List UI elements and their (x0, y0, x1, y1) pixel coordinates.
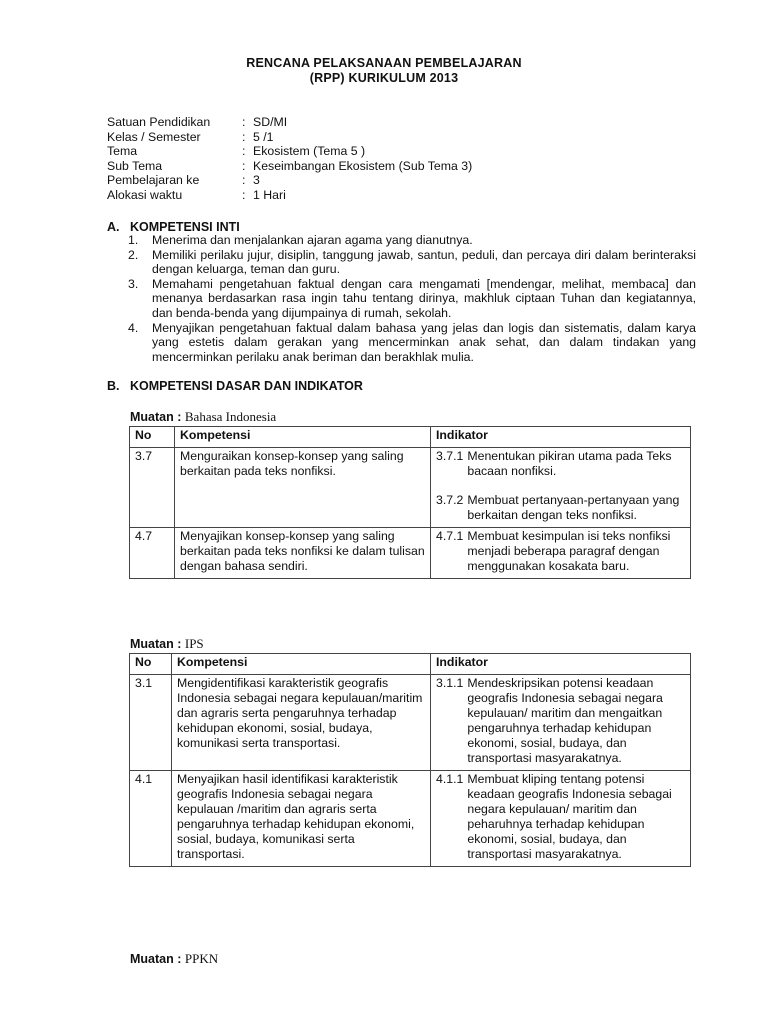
table-header-row (130, 427, 691, 448)
info-value: SD/MI (253, 115, 288, 129)
indicator-text: Membuat kliping tentang potensi keadaan geografis Indonesia sebagai negara kepulauan/ maritim dan peharuhnya terhadap kehidupan ekonomi, sosial, budaya, dan transportasi masyarakatnya. (467, 772, 672, 861)
info-row-pembelajaran (107, 173, 472, 188)
list-text: Memahami pengetahuan faktual dengan cara mengamati [mendengar, melihat, membaca] dan menanya berdasarkan rasa ingin tahu tentang dirinya, makhluk ciptaan Tuhan dan kegiatannya, dan benda-benda yang dijumpainya di rumah, sekolah. (152, 276, 696, 320)
kompetensi-inti-list (128, 233, 696, 364)
cell-kompetensi: Menyajikan konsep-konsep yang saling berkaitan pada teks nonfiksi ke dalam tulisan dengan bahasa sendiri. (175, 528, 431, 579)
kd-table-ips (129, 653, 691, 867)
list-item (128, 233, 696, 248)
indicator-text: Mendeskripsikan potensi keadaan geografis Indonesia sebagai negara kepulauan/ maritim dan mengaitkan pengaruhnya terhadap kehidupan ekonomi, sosial, budaya, dan transportasi masyarakatnya. (467, 676, 663, 765)
section-title: KOMPETENSI INTI (130, 220, 240, 234)
info-colon: : (242, 115, 246, 129)
cell-indikator (431, 528, 691, 579)
indicator-text: Membuat pertanyaan-pertanyaan yang berkaitan dengan teks nonfiksi. (467, 493, 680, 522)
list-text: Memiliki perilaku jujur, disiplin, tanggung jawab, santun, peduli, dan percaya diri dalam berinteraksi dengan keluarga, teman dan guru. (152, 247, 696, 277)
column-header-indikator: Indikator (431, 427, 691, 448)
info-label: Tema (107, 144, 138, 159)
info-label: Alokasi waktu (107, 187, 183, 202)
cell-no: 4.7 (130, 528, 175, 579)
muatan-bahasa-indonesia-label (130, 409, 276, 425)
info-colon: : (242, 129, 246, 144)
muatan-ips-label (130, 636, 204, 652)
indicator-text: Membuat kesimpulan isi teks nonfiksi menjadi beberapa paragraf dengan menggunakan kosakata baru. (467, 529, 671, 573)
table-row (130, 448, 691, 528)
info-colon: : (242, 187, 246, 202)
table-row (130, 675, 691, 771)
section-title: KOMPETENSI DASAR DAN INDIKATOR (130, 379, 363, 393)
info-label: Sub Tema (107, 158, 163, 173)
muatan-name: PPKN (184, 951, 219, 966)
list-item (128, 248, 696, 277)
indicator-text: Menentukan pikiran utama pada Teks bacaan nonfiksi. (467, 449, 672, 478)
muatan-prefix: Muatan : (130, 952, 182, 966)
cell-indikator (431, 675, 691, 771)
cell-kompetensi: Menyajikan hasil identifikasi karakteristik geografis Indonesia sebagai negara kepulauan /maritim dan agraris serta pengaruhnya terhadap kehidupan ekonomi, sosial, budaya, komunikasi serta transportasi. (172, 771, 431, 867)
info-label: Kelas / Semester (107, 129, 201, 144)
cell-kompetensi: Menguraikan konsep-konsep yang saling berkaitan pada teks nonfiksi. (175, 448, 431, 528)
section-b-heading (107, 379, 363, 394)
column-header-no: No (130, 654, 172, 675)
indicator-item (436, 529, 685, 574)
table-row (130, 771, 691, 867)
info-colon: : (242, 158, 246, 173)
section-letter: A. (107, 220, 120, 234)
info-colon: : (242, 173, 246, 188)
cell-no: 3.1 (130, 675, 172, 771)
list-number: 1. (128, 233, 139, 247)
column-header-kompetensi: Kompetensi (175, 427, 431, 448)
list-text: Menerima dan menjalankan ajaran agama yang dianutnya. (152, 233, 473, 247)
list-number: 2. (128, 247, 139, 262)
muatan-ppkn-label (130, 951, 218, 967)
info-label: Satuan Pendidikan (107, 115, 211, 129)
column-header-no: No (130, 427, 175, 448)
info-row-alokasi (107, 188, 472, 203)
document-subtitle: (RPP) KURIKULUM 2013 (309, 71, 459, 85)
info-value: Ekosistem (Tema 5 ) (253, 144, 366, 159)
list-number: 3. (128, 276, 139, 291)
indicator-code: 3.1.1 (436, 676, 464, 690)
document-title: RENCANA PELAKSANAAN PEMBELAJARAN (246, 56, 522, 70)
section-letter: B. (107, 379, 120, 393)
info-value: 5 /1 (253, 129, 274, 144)
cell-indikator (431, 448, 691, 528)
indicator-item (436, 449, 685, 479)
table-row (130, 528, 691, 579)
cell-kompetensi: Mengidentifikasi karakteristik geografis Indonesia sebagai negara kepulauan/maritim dan agraris serta pengaruhnya terhadap kehidupan ekonomi, sosial, budaya, komunikasi serta transportasi. (172, 675, 431, 771)
list-item (128, 321, 696, 365)
muatan-name: IPS (184, 636, 204, 651)
indicator-item (436, 772, 685, 862)
info-colon: : (242, 144, 246, 159)
list-number: 4. (128, 320, 139, 335)
info-value: Keseimbangan Ekosistem (Sub Tema 3) (253, 158, 473, 173)
column-header-indikator: Indikator (431, 654, 691, 675)
info-value: 1 Hari (253, 187, 286, 202)
indicator-code: 4.7.1 (436, 529, 464, 543)
muatan-prefix: Muatan : (130, 637, 182, 651)
kd-table-bahasa-indonesia (129, 426, 691, 579)
muatan-name: Bahasa Indonesia (184, 409, 277, 424)
info-row-kelas (107, 130, 472, 145)
info-label: Pembelajaran ke (107, 173, 200, 188)
info-row-satuan (107, 115, 472, 130)
column-header-kompetensi: Kompetensi (172, 654, 431, 675)
indicator-item (436, 676, 685, 766)
list-item (128, 277, 696, 321)
cell-indikator (431, 771, 691, 867)
indicator-code: 3.7.1 (436, 449, 464, 463)
info-row-subtema (107, 159, 472, 174)
indicator-code: 4.1.1 (436, 772, 464, 786)
info-value: 3 (253, 173, 260, 188)
cell-no: 4.1 (130, 771, 172, 867)
indicator-item (436, 493, 685, 523)
list-text: Menyajikan pengetahuan faktual dalam bahasa yang jelas dan logis dan sistematis, dalam karya yang estetis dalam gerakan yang mencerminkan anak sehat, dan dalam tindakan yang mencerminkan perilaku anak beriman dan berakhlak mulia. (152, 320, 696, 364)
cell-no: 3.7 (130, 448, 175, 528)
info-row-tema (107, 144, 472, 159)
table-header-row (130, 654, 691, 675)
muatan-prefix: Muatan : (130, 410, 182, 424)
indicator-code: 3.7.2 (436, 493, 464, 507)
identity-info (107, 115, 472, 203)
